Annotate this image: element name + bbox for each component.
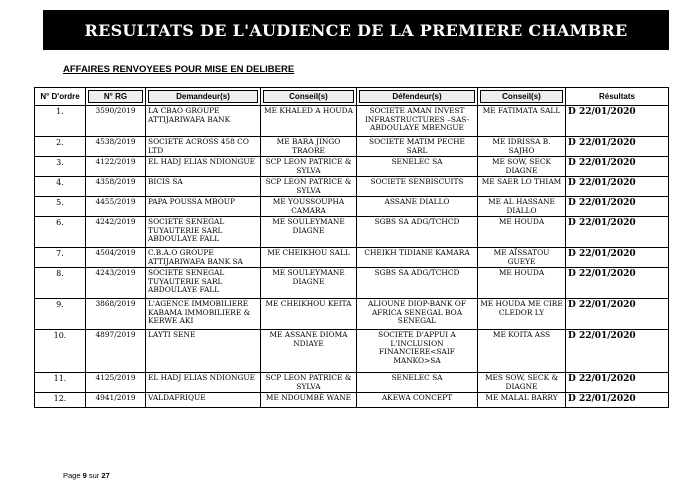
cell-demandeur: C.B.A.O GROUPE ATTIJARIWAFA BANK SA	[146, 248, 261, 268]
cell-demandeur: EL HADJ ELIAS NDIONGUE	[146, 157, 261, 177]
header-row	[35, 88, 669, 106]
cell-demandeur: PAPA POUSSA MBOUP	[146, 197, 261, 217]
cell-resultat: D 22/01/2020	[566, 330, 669, 373]
cell-order: 6.	[35, 217, 86, 248]
cell-conseil-demandeur: ME KHALED A HOUDA	[261, 106, 357, 137]
table-row	[35, 137, 669, 157]
column-header-rg	[86, 88, 146, 106]
cell-conseil-demandeur: ME ASSANE DIOMA NDIAYE	[261, 330, 357, 373]
cell-defendeur: SOCIETE SENBISCUITS	[357, 177, 478, 197]
cell-defendeur: SGBS SA ADG/TCHCD	[357, 217, 478, 248]
page-title	[43, 10, 669, 50]
cell-resultat: D 22/01/2020	[566, 177, 669, 197]
cell-conseil-defendeur: ME KOITA ASS	[478, 330, 566, 373]
table-row	[35, 197, 669, 217]
column-header-resultats-label: Résultats	[598, 92, 635, 101]
table-header	[35, 88, 669, 106]
table-row	[35, 299, 669, 330]
cell-conseil-defendeur: ME HOUDA	[478, 268, 566, 299]
cell-conseil-defendeur: ME IDRISSA B. SAJHO	[478, 137, 566, 157]
section-heading: AFFAIRES RENVOYEES POUR MISE EN DELIBERE	[63, 64, 295, 75]
cell-conseil-defendeur: ME AL HASSANE DIALLO	[478, 197, 566, 217]
table-row	[35, 373, 669, 393]
cell-rg: 4358/2019	[86, 177, 146, 197]
footer-separator: sur	[88, 471, 100, 480]
footer-page-number: 9	[82, 471, 87, 480]
cell-rg: 4125/2019	[86, 373, 146, 393]
cell-conseil-demandeur: SCP LEON PATRICE & SYLVA	[261, 157, 357, 177]
cell-order: 12.	[35, 393, 86, 408]
cell-demandeur: LA CBAO GROUPE ATTIJARIWAFA BANK	[146, 106, 261, 137]
table-row	[35, 157, 669, 177]
cell-resultat: D 22/01/2020	[566, 393, 669, 408]
cell-conseil-defendeur: ME MALAL BARRY	[478, 393, 566, 408]
cell-conseil-demandeur: ME YOUSSOUPHA CAMARA	[261, 197, 357, 217]
column-header-defendeur	[357, 88, 478, 106]
cell-rg: 3868/2019	[86, 299, 146, 330]
footer-total-pages: 27	[101, 471, 110, 480]
cell-demandeur: EL HADJ ELIAS NDIONGUE	[146, 373, 261, 393]
cell-conseil-demandeur: ME CHEIKHOU SALL	[261, 248, 357, 268]
cell-conseil-demandeur: ME CHEIKHOU KEITA	[261, 299, 357, 330]
cell-defendeur: AKEWA CONCEPT	[357, 393, 478, 408]
cell-defendeur: ASSANE DIALLO	[357, 197, 478, 217]
cell-resultat: D 22/01/2020	[566, 157, 669, 177]
results-table	[34, 87, 669, 408]
cell-order: 8.	[35, 268, 86, 299]
column-header-defendeur-label: Défendeur(s)	[359, 90, 475, 103]
cell-conseil-defendeur: ME HOUDA ME CIRE CLEDOR LY	[478, 299, 566, 330]
cell-demandeur: BICIS SA	[146, 177, 261, 197]
cell-defendeur: SOCIETE D'APPUI A L'INCLUSION FINANCIERE<SAIF MANKO>SA	[357, 330, 478, 373]
column-header-demandeur-label: Demandeur(s)	[148, 90, 258, 103]
table-row	[35, 217, 669, 248]
cell-defendeur: SOCIETE MATIM PECHE SARL	[357, 137, 478, 157]
cell-conseil-defendeur: ME AÏSSATOU GUEYE	[478, 248, 566, 268]
footer-prefix: Page	[63, 471, 81, 480]
cell-resultat: D 22/01/2020	[566, 137, 669, 157]
cell-conseil-demandeur: ME NDOUMBÉ WANE	[261, 393, 357, 408]
cell-demandeur: SOCIETE ACROSS 458 CO LTD	[146, 137, 261, 157]
cell-resultat: D 22/01/2020	[566, 197, 669, 217]
cell-order: 5.	[35, 197, 86, 217]
cell-rg: 4455/2019	[86, 197, 146, 217]
cell-conseil-demandeur: ME BARA JINGO TRAORE	[261, 137, 357, 157]
cell-defendeur: ALIOUNE DIOP-BANK OF AFRICA SENEGAL BOA SENEGAL	[357, 299, 478, 330]
cell-rg: 4538/2019	[86, 137, 146, 157]
table-row	[35, 106, 669, 137]
column-header-conseil-dem	[261, 88, 357, 106]
cell-resultat: D 22/01/2020	[566, 106, 669, 137]
cell-conseil-defendeur: ME SAER LO THIAM	[478, 177, 566, 197]
cell-defendeur: SGBS SA ADG/TCHCD	[357, 268, 478, 299]
column-header-conseil-def	[478, 88, 566, 106]
cell-demandeur: LAYTI SENE	[146, 330, 261, 373]
cell-conseil-demandeur: SCP LEON PATRICE & SYLVA	[261, 373, 357, 393]
cell-conseil-demandeur: ME SOULEYMANE DIAGNE	[261, 268, 357, 299]
page-footer	[63, 471, 110, 480]
cell-conseil-defendeur: ME SOW, SECK DIAGNE	[478, 157, 566, 177]
column-header-rg-label: N° RG	[88, 90, 143, 103]
table-row	[35, 393, 669, 408]
cell-order: 4.	[35, 177, 86, 197]
column-header-resultats	[566, 88, 669, 106]
cell-conseil-demandeur: ME SOULEYMANE DIAGNE	[261, 217, 357, 248]
cell-conseil-defendeur: ME FATIMATA SALL	[478, 106, 566, 137]
cell-order: 7.	[35, 248, 86, 268]
table-row	[35, 330, 669, 373]
column-header-order-label: N° D'ordre	[40, 92, 80, 101]
column-header-conseil-def-label: Conseil(s)	[480, 90, 563, 103]
cell-conseil-defendeur: MES SOW, SECK & DIAGNE	[478, 373, 566, 393]
cell-demandeur: SOCIETE SENEGAL TUYAUTERIE SARL ABDOULAYE FALL	[146, 268, 261, 299]
column-header-demandeur	[146, 88, 261, 106]
cell-rg: 4504/2019	[86, 248, 146, 268]
column-header-conseil-dem-label: Conseil(s)	[263, 90, 354, 103]
cell-conseil-defendeur: ME HOUDA	[478, 217, 566, 248]
table-row	[35, 177, 669, 197]
cell-defendeur: CHEIKH TIDIANE KAMARA	[357, 248, 478, 268]
cell-demandeur: L'AGENCE IMMOBILIERE KABAMA IMMOBILIERE & KERWE AKI	[146, 299, 261, 330]
cell-rg: 3590/2019	[86, 106, 146, 137]
cell-rg: 4122/2019	[86, 157, 146, 177]
cell-demandeur: SOCIETE SENEGAL TUYAUTERIE SARL ABDOULAYE FALL	[146, 217, 261, 248]
cell-rg: 4243/2019	[86, 268, 146, 299]
cell-resultat: D 22/01/2020	[566, 373, 669, 393]
cell-order: 11.	[35, 373, 86, 393]
cell-defendeur: SENELEC SA	[357, 373, 478, 393]
cell-rg: 4941/2019	[86, 393, 146, 408]
table-row	[35, 248, 669, 268]
cell-defendeur: SENELEC SA	[357, 157, 478, 177]
cell-resultat: D 22/01/2020	[566, 268, 669, 299]
table-body	[35, 106, 669, 408]
cell-conseil-demandeur: SCP LEON PATRICE & SYLVA	[261, 177, 357, 197]
cell-order: 9.	[35, 299, 86, 330]
cell-rg: 4242/2019	[86, 217, 146, 248]
column-header-order	[35, 88, 86, 106]
cell-demandeur: VALDAFRIQUE	[146, 393, 261, 408]
cell-order: 10.	[35, 330, 86, 373]
cell-rg: 4897/2019	[86, 330, 146, 373]
cell-order: 3.	[35, 157, 86, 177]
cell-defendeur: SOCIETE AMAN INVEST INFRASTRUCTURES –SAS-ABDOULAYE MBENGUE	[357, 106, 478, 137]
cell-order: 2.	[35, 137, 86, 157]
cell-order: 1.	[35, 106, 86, 137]
cell-resultat: D 22/01/2020	[566, 299, 669, 330]
table-row	[35, 268, 669, 299]
cell-resultat: D 22/01/2020	[566, 248, 669, 268]
page-title-text: RESULTATS DE L'AUDIENCE DE LA PREMIERE CHAMBRE	[84, 20, 628, 40]
cell-resultat: D 22/01/2020	[566, 217, 669, 248]
